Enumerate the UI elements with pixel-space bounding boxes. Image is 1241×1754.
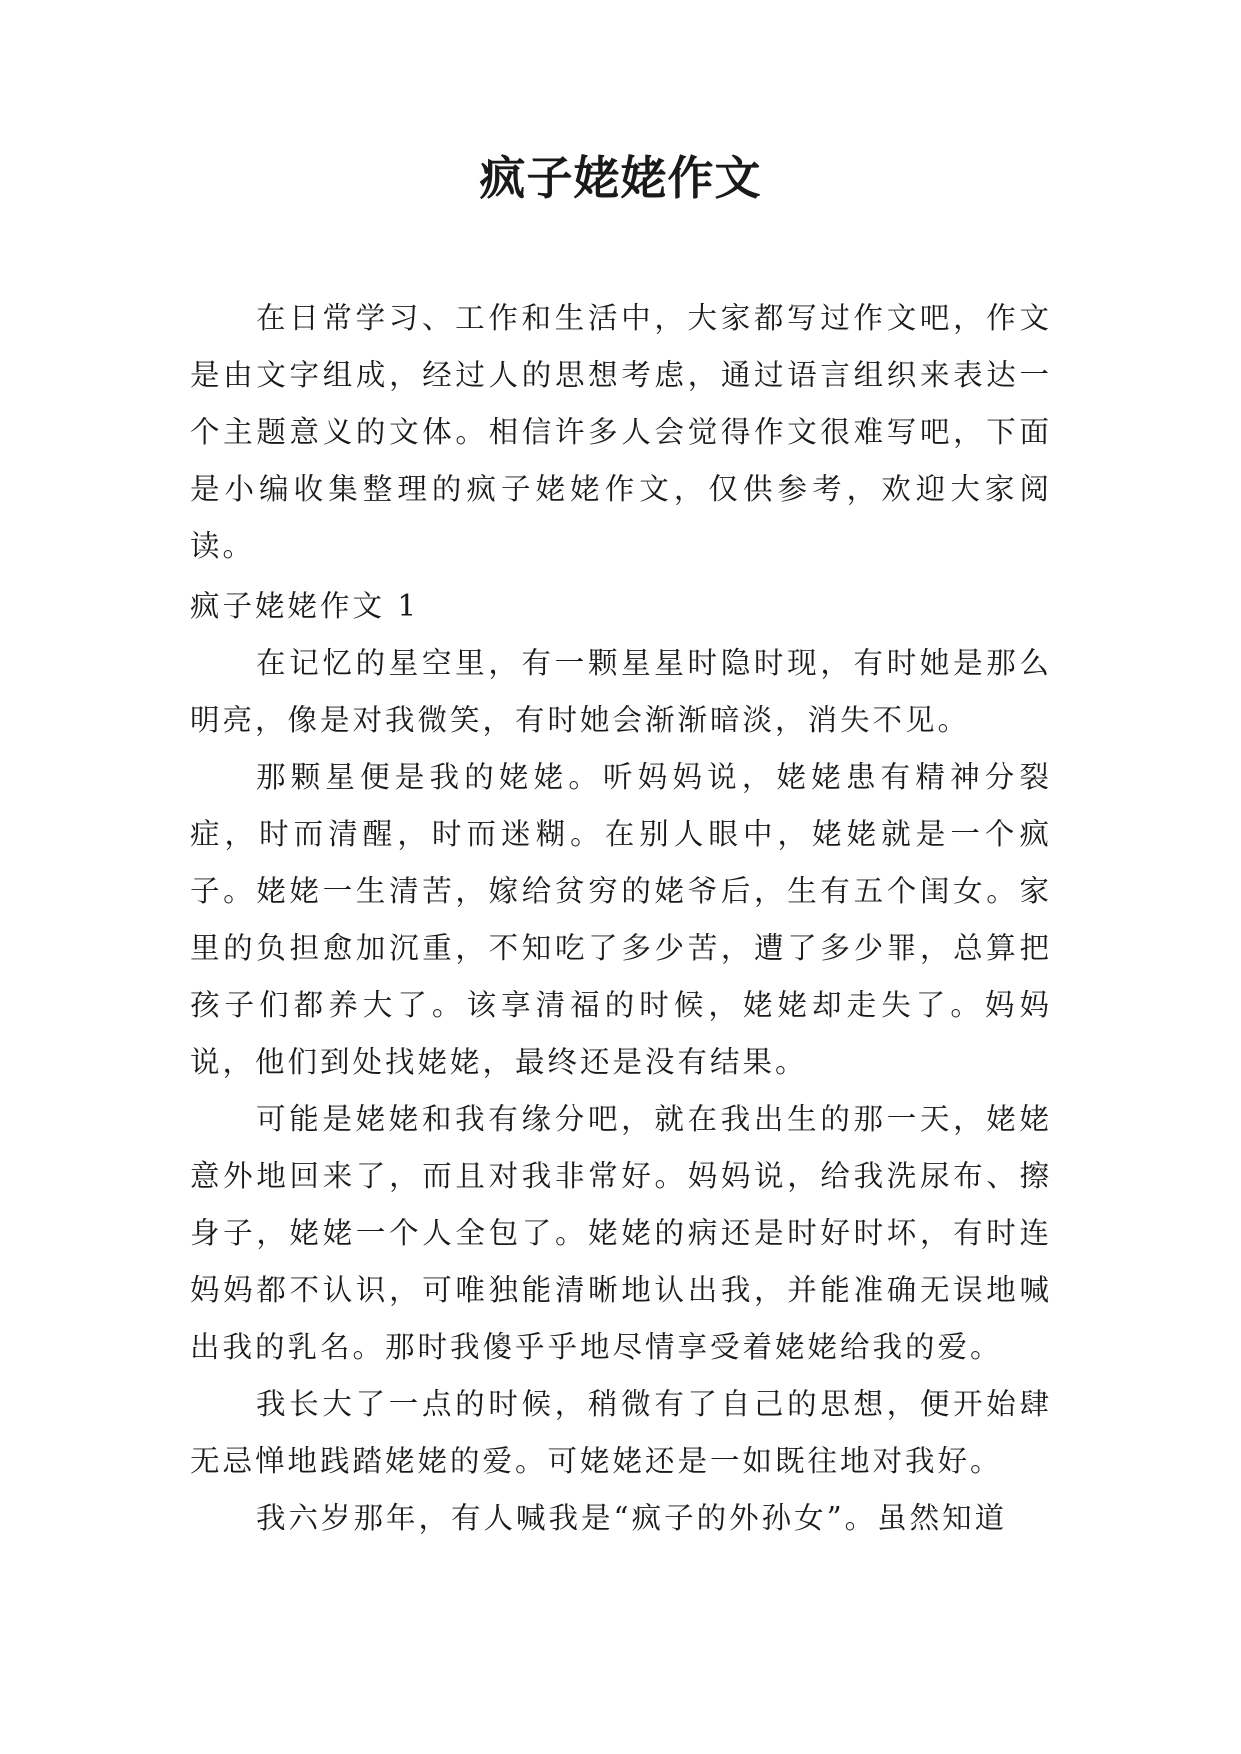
body-paragraph: 那颗星便是我的姥姥。听妈妈说，姥姥患有精神分裂症，时而清醒，时而迷糊。在别人眼中，姥姥就是一个疯子。姥姥一生清苦，嫁给贫穷的姥爷后，生有五个闺女。家里的负担愈加沉重，不知吃了多少苦，遭了多少罪，总算把孩子们都养大了。该享清福的时候，姥姥却走失了。妈妈说，他们到处找姥姥，最终还是没有结果。 bbox=[190, 760, 1052, 1079]
body-paragraph: 我六岁那年，有人喊我是“疯子的外孙女”。虽然知道 bbox=[256, 1501, 1008, 1535]
body-paragraph: 在记忆的星空里，有一颗星星时隐时现，有时她是那么明亮，像是对我微笑，有时她会渐渐暗淡，消失不见。 bbox=[190, 646, 1052, 737]
section-heading: 疯子姥姥作文 1 bbox=[190, 589, 420, 623]
body-paragraph: 可能是姥姥和我有缘分吧，就在我出生的那一天，姥姥意外地回来了，而且对我非常好。妈妈说，给我洗尿布、擦身子，姥姥一个人全包了。姥姥的病还是时好时坏，有时连妈妈都不认识，可唯独能清晰地认出我，并能准确无误地喊出我的乳名。那时我傻乎乎地尽情享受着姥姥给我的爱。 bbox=[190, 1102, 1052, 1364]
intro-paragraph: 在日常学习、工作和生活中，大家都写过作文吧，作文是由文字组成，经过人的思想考虑，通过语言组织来表达一个主题意义的文体。相信许多人会觉得作文很难写吧，下面是小编收集整理的疯子姥姥作文，仅供参考，欢迎大家阅读。 bbox=[190, 301, 1052, 563]
body-paragraph: 我长大了一点的时候，稍微有了自己的思想，便开始肆无忌惮地践踏姥姥的爱。可姥姥还是一如既往地对我好。 bbox=[190, 1387, 1052, 1478]
document-title: 疯子姥姥作文 bbox=[479, 151, 762, 205]
